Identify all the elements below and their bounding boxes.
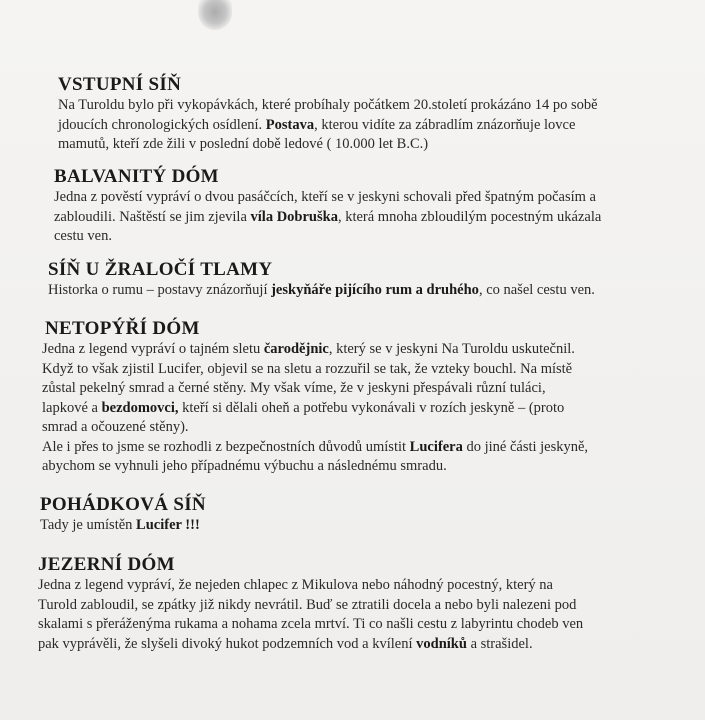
text-run: cestu ven. xyxy=(54,228,112,244)
section-body xyxy=(48,281,705,301)
text-line xyxy=(42,379,705,399)
bold-text: jeskyňáře pijícího rum a druhého xyxy=(271,282,479,298)
bold-text: víla Dobruška xyxy=(250,208,338,225)
section-vstupni-sin xyxy=(0,74,705,155)
text-run: zůstal pekelný smrad a černé stěny. My však víme, že v jeskyni přespávali různí tuláci, xyxy=(42,380,546,396)
section-balvanity-dom xyxy=(0,166,705,247)
bold-text: čarodějnic xyxy=(263,341,329,357)
text-run: do jiné části jeskyně, xyxy=(462,438,589,455)
section-sin-u-zraloci-tlamy xyxy=(0,259,705,301)
text-line xyxy=(42,340,705,360)
text-line xyxy=(58,96,705,116)
text-run: , který se v jeskyni Na Turoldu uskutečnil. xyxy=(328,341,575,357)
text-line xyxy=(42,399,705,419)
text-run: , co našel cestu ven. xyxy=(478,282,595,298)
text-line xyxy=(54,188,705,208)
text-run: , kterou vidíte za zábradlím znázorňuje lovce xyxy=(314,116,576,133)
bold-text: Lucifera xyxy=(409,438,463,455)
text-line xyxy=(42,418,705,438)
section-heading: VSTUPNÍ SÍŇ xyxy=(58,74,182,95)
text-run: a strašidel. xyxy=(466,635,533,652)
paper-stain xyxy=(198,0,232,30)
section-heading: NETOPÝŘÍ DÓM xyxy=(45,318,200,339)
text-line xyxy=(54,208,705,228)
text-line xyxy=(38,596,705,616)
text-run: Na Turoldu bylo při vykopávkách, které probíhaly počátkem 20.století prokázáno 14 po sobě xyxy=(58,97,598,113)
section-pohadkova-sin xyxy=(0,494,705,536)
text-run: Jedna z legend vypráví, že nejeden chlapec z Mikulova nebo náhodný pocestný, který na xyxy=(38,577,553,593)
section-heading: JEZERNÍ DÓM xyxy=(38,554,175,575)
text-run: Tady je umístěn xyxy=(40,517,137,533)
section-heading: BALVANITÝ DÓM xyxy=(54,166,219,187)
text-run: Ale i přes to jsme se rozhodli z bezpečnostních důvodů umístit xyxy=(42,438,410,455)
text-run: Turold zabloudil, se zpátky již nikdy nevrátil. Buď se ztratili docela a nebo byli nalezeni pod xyxy=(38,596,577,613)
text-run: pak vyprávěli, že slyšeli divoký hukot podzemních vod a kvílení xyxy=(38,635,417,652)
text-line xyxy=(54,227,705,247)
text-run: skalami s přeráženýma rukama a nohama zcela mrtví. Ti co našli cestu z labyrintu chodeb ven xyxy=(38,616,584,632)
text-line xyxy=(38,615,705,635)
section-body xyxy=(58,96,705,155)
bold-text: bezdomovci, xyxy=(101,399,179,416)
text-line xyxy=(38,635,705,655)
text-run: Když to však zjistil Lucifer, objevil se na sletu a rozzuřil se tak, že vzteky bouchl. Na místě xyxy=(42,360,573,377)
bold-text: Postava xyxy=(265,116,315,133)
section-heading: SÍŇ U ŽRALOČÍ TLAMY xyxy=(48,259,273,280)
text-run: Historka o rumu – postavy znázorňují xyxy=(48,282,272,298)
text-line xyxy=(58,116,705,136)
bold-text: Lucifer !!! xyxy=(136,517,200,533)
text-run: , která mnoha zbloudilým pocestným ukázala xyxy=(337,208,602,225)
text-run: kteří si dělali oheň a potřebu vykonávali v rozích jeskyně – (proto xyxy=(178,399,565,416)
text-line xyxy=(42,438,705,458)
text-run: lapkové a xyxy=(42,399,102,416)
text-run: Jedna z legend vypráví o tajném sletu xyxy=(42,341,264,357)
section-body xyxy=(42,340,705,477)
text-run: abychom se vyhnuli jeho případnému výbuchu a následnému smradu. xyxy=(42,458,447,474)
text-line xyxy=(48,281,705,301)
section-body xyxy=(38,576,705,654)
text-line xyxy=(38,576,705,596)
text-run: mamutů, kteří zde žili v poslední době ledové ( 10.000 let B.C.) xyxy=(58,136,429,152)
section-body xyxy=(40,516,705,536)
text-line xyxy=(42,360,705,380)
text-line xyxy=(58,135,705,155)
text-line xyxy=(42,457,705,477)
section-jezerni-dom xyxy=(0,554,705,654)
text-run: Jedna z pověstí vypráví o dvou pasáčcích, kteří se v jeskyni schovali před špatným počasím a xyxy=(54,189,596,205)
text-run: zabloudili. Naštěstí se jim zjevila xyxy=(54,208,251,225)
text-run: smrad a očouzené stěny). xyxy=(42,419,189,435)
bold-text: vodníků xyxy=(416,635,467,652)
text-line xyxy=(40,516,705,536)
section-netopyri-dom xyxy=(0,318,705,477)
section-heading: POHÁDKOVÁ SÍŇ xyxy=(40,494,206,515)
text-run: jdoucích chronologických osídlení. xyxy=(58,116,266,133)
section-body xyxy=(54,188,705,247)
